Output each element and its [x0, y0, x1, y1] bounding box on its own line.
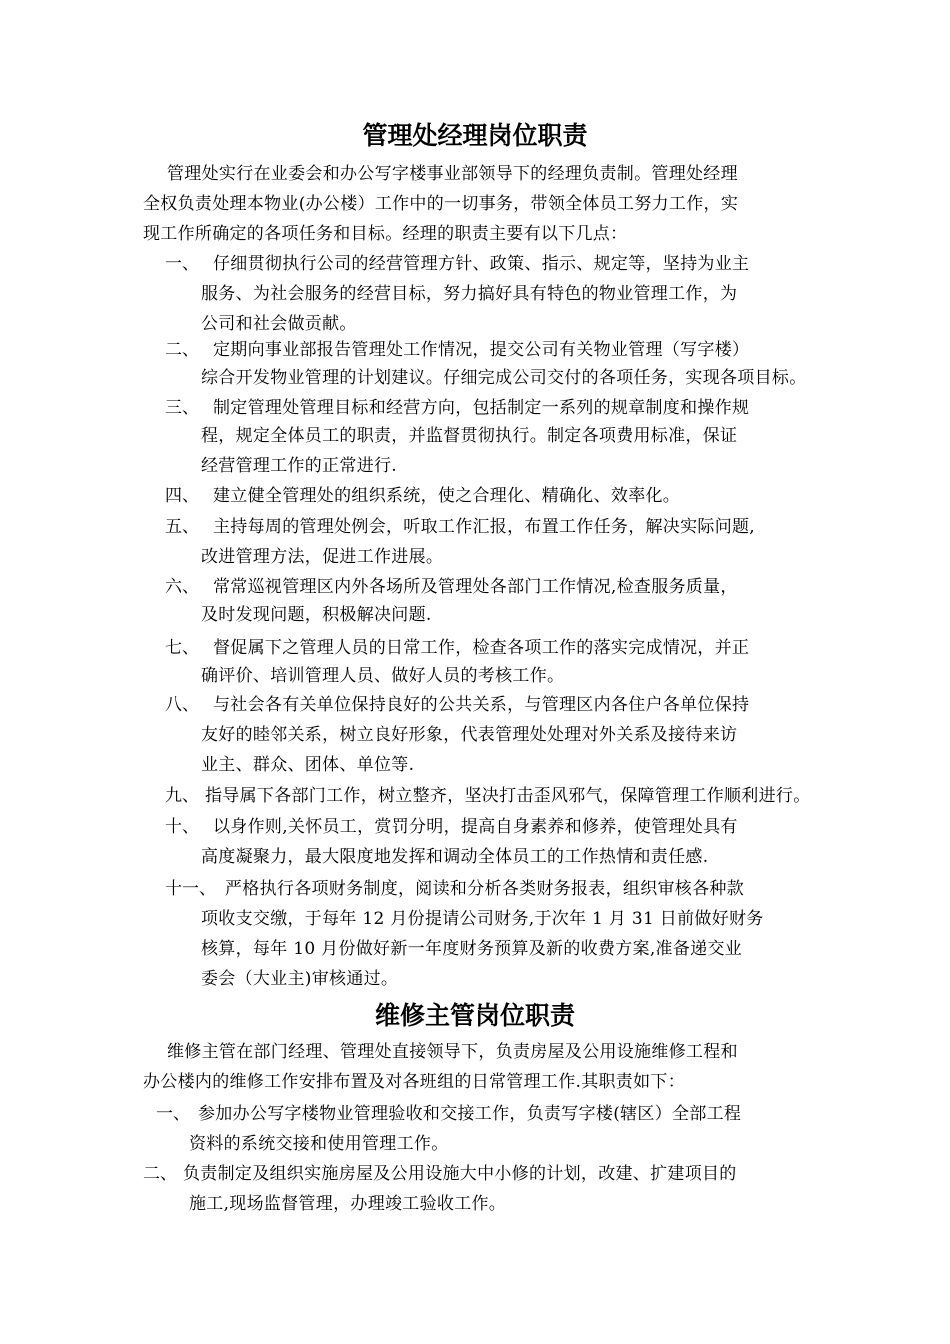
list-item-line: 督促属下之管理人员的日常工作，检查各项工作的落实完成情况，并正	[213, 638, 750, 658]
list-item-line: 综合开发物业管理的计划建议。仔细完成公司交付的各项任务，实现各项目标。	[201, 368, 807, 388]
list-item-line: 改进管理方法，促进工作进展。	[201, 547, 444, 567]
list-item-line: 业主、群众、团体、单位等.	[201, 755, 415, 775]
intro-line: 全权负责处理本物业(办公楼）工作中的一切事务，带领全体员工努力工作，实	[143, 194, 739, 214]
list-item-line: 严格执行各项财务制度，阅读和分析各类财务报表，组织审核各种款	[225, 879, 744, 899]
list-item-line: 仔细贯彻执行公司的经营管理方针、政策、指示、规定等，坚持为业主	[213, 254, 750, 274]
list-item-line: 公司和社会做贡献。	[201, 314, 357, 334]
list-item-line: 主持每周的管理处例会，听取工作汇报，布置工作任务，解决实际问题,	[213, 517, 756, 537]
list-item-number: 二、	[165, 340, 199, 360]
list-item-number: 三、	[165, 398, 199, 418]
list-item-line: 指导属下各部门工作，树立整齐，坚决打击歪风邪气，保障管理工作顺利进行。	[205, 786, 811, 806]
list-item-line: 制定管理处管理目标和经营方向，包括制定一系列的规章制度和操作规	[213, 398, 750, 418]
list-item-line: 负责制定及组织实施房屋及公用设施大中小修的计划，改建、扩建项目的	[183, 1164, 737, 1184]
list-item-line: 项收支交缴，于每年 12 月份提请公司财务,于次年 1 月 31 日前做好财务	[201, 909, 764, 929]
list-item-line: 常常巡视管理区内外各场所及管理处各部门工作情况,检查服务质量，	[213, 577, 738, 597]
intro-line: 维修主管在部门经理、管理处直接领导下，负责房屋及公用设施维修工程和	[167, 1042, 738, 1062]
list-item-line: 建立健全管理处的组织系统，使之合理化、精确化、效率化。	[213, 486, 681, 506]
list-item-line: 以身作则,关怀员工，赏罚分明，提高自身素养和修养，使管理处具有	[213, 817, 738, 837]
list-item-line: 及时发现问题，积极解决问题.	[201, 605, 432, 625]
list-item-number: 七、	[165, 638, 199, 658]
list-item-line: 资料的系统交接和使用管理工作。	[189, 1134, 449, 1154]
list-item-number: 二、	[143, 1164, 177, 1184]
list-item-number: 六、	[165, 577, 199, 597]
list-item-line: 服务、为社会服务的经营目标，努力搞好具有特色的物业管理工作，为	[201, 284, 738, 304]
list-item-number: 五、	[165, 517, 199, 537]
section-title: 管理处经理岗位职责	[362, 121, 588, 150]
intro-line: 管理处实行在业委会和办公写字楼事业部领导下的经理负责制。管理处经理	[167, 164, 738, 184]
list-item-line: 友好的睦邻关系，树立良好形象，代表管理处处理对外关系及接待来访	[201, 725, 738, 745]
list-item-line: 核算，每年 10 月份做好新一年度财务预算及新的收费方案,准备递交业	[201, 939, 743, 959]
list-item-line: 施工,现场监督管理，办理竣工验收工作。	[189, 1194, 507, 1214]
list-item-line: 经营管理工作的正常进行.	[201, 456, 398, 476]
list-item-line: 定期向事业部报告管理处工作情况，提交公司有关物业管理（写字楼）	[213, 340, 750, 360]
section-title: 维修主管岗位职责	[374, 1001, 575, 1030]
list-item-line: 程，规定全体员工的职责，并监督贯彻执行。制定各项费用标准，保证	[201, 426, 738, 446]
list-item-line: 高度凝聚力，最大限度地发挥和调动全体员工的工作热情和责任感.	[201, 847, 709, 867]
list-item-line: 确评价、培训管理人员、做好人员的考核工作。	[201, 666, 565, 686]
list-item-number: 一、	[156, 1104, 190, 1124]
list-item-number: 八、	[165, 695, 199, 715]
list-item-line: 与社会各有关单位保持良好的公共关系，与管理区内各住户各单位保持	[213, 695, 750, 715]
intro-line: 现工作所确定的各项任务和目标。经理的职责主要有以下几点：	[143, 224, 628, 244]
list-item-number: 十、	[165, 817, 199, 837]
list-item-line: 委会（大业主)审核通过。	[201, 969, 399, 989]
list-item-number: 四、	[165, 486, 199, 506]
list-item-number: 一、	[165, 254, 199, 274]
intro-line: 办公楼内的维修工作安排布置及对各班组的日常管理工作.其职责如下：	[143, 1072, 686, 1092]
list-item-line: 参加办公写字楼物业管理验收和交接工作，负责写字楼(辖区）全部工程	[198, 1104, 742, 1124]
list-item-number: 九、	[165, 786, 199, 806]
list-item-number: 十一、	[165, 879, 216, 899]
